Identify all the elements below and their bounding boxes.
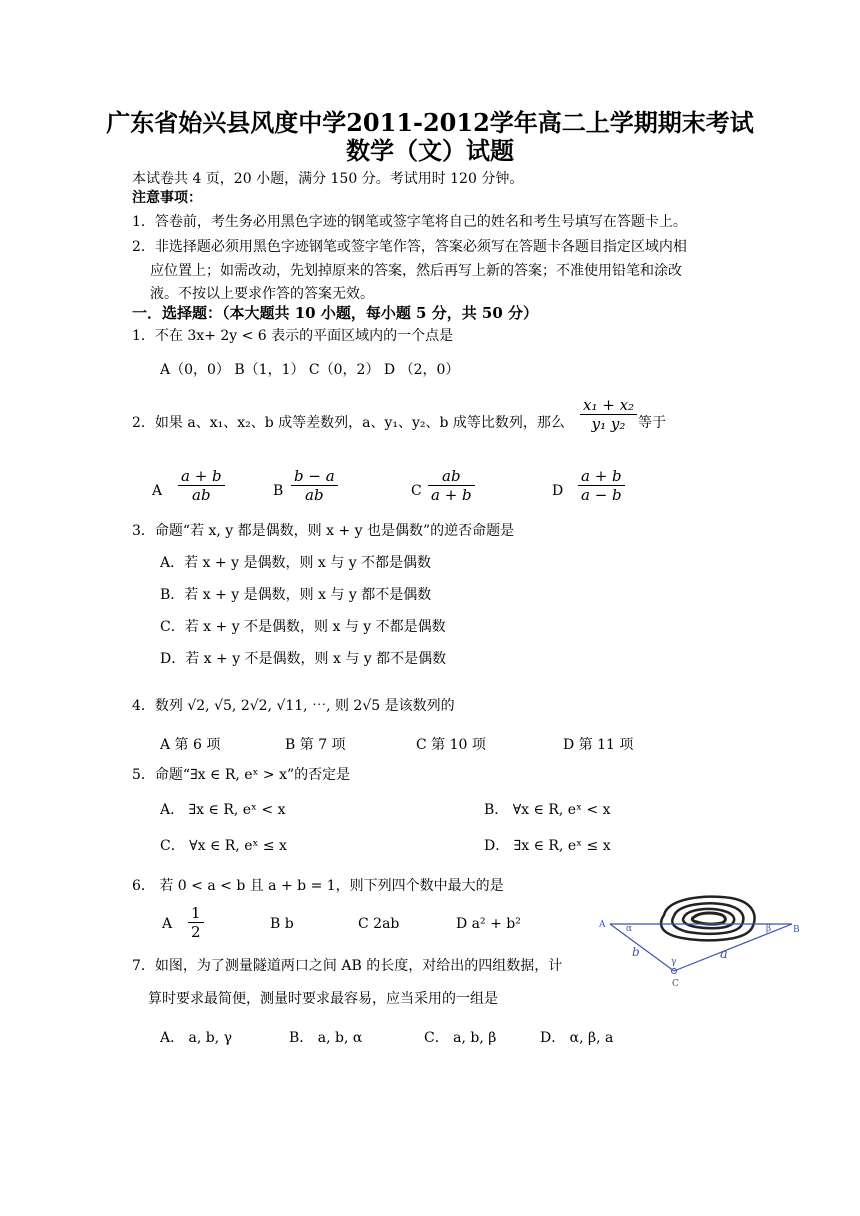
- option-denominator: ab: [305, 486, 324, 504]
- question-2-stem: 2．如果 a、x₁、x₂、b 成等差数列，a、y₁、y₂、b 成等比数列，那么: [132, 415, 565, 431]
- label-beta: β: [766, 924, 772, 934]
- question-2-option-c-label: C: [411, 483, 422, 499]
- question-2-option-d-label: D: [552, 483, 564, 499]
- question-3-stem: 3．命题“若 x, y 都是偶数，则 x + y 也是偶数”的逆否命题是: [132, 523, 515, 539]
- question-5-option-d: D． ∃x ∈ R, eˣ ≤ x: [484, 838, 611, 854]
- question-2-option-b: [291, 467, 338, 504]
- question-2-fraction: [580, 396, 637, 433]
- exam-title: 广东省始兴县风度中学2011-2012学年高二上学期期末考试: [106, 108, 754, 137]
- option-denominator: 2: [191, 923, 201, 941]
- question-2-stem-end: 等于: [638, 415, 666, 431]
- question-7-stem: 7．如图，为了测量隧道两口之间 AB 的长度，对给出的四组数据，计: [132, 958, 563, 974]
- fraction-numerator: x₁ + x₂: [580, 396, 637, 415]
- question-2-option-a-label: A: [152, 483, 163, 499]
- option-numerator: a + b: [578, 467, 625, 486]
- exam-subtitle: 数学（文）试题: [346, 136, 514, 165]
- fraction-denominator: y₁ y₂: [591, 415, 626, 433]
- option-numerator: b − a: [291, 467, 338, 486]
- option-numerator: 1: [188, 904, 204, 923]
- label-side-b: b: [632, 945, 640, 959]
- question-2-option-a: [178, 467, 225, 504]
- question-3-option-d: D．若 x + y 不是偶数，则 x 与 y 都不是偶数: [160, 651, 447, 667]
- notice-item-2-cont: 应位置上；如需改动，先划掉原来的答案，然后再写上新的答案；不准使用铅笔和涂改: [150, 263, 682, 279]
- question-5-stem: 5．命题“∃x ∈ R, eˣ > x”的否定是: [132, 767, 351, 783]
- tunnel-figure: [596, 890, 806, 990]
- option-denominator: ab: [192, 486, 211, 504]
- option-numerator: a + b: [178, 467, 225, 486]
- question-3-option-b: B．若 x + y 是偶数，则 x 与 y 都不是偶数: [160, 587, 432, 603]
- question-2-option-b-label: B: [273, 483, 284, 499]
- notice-item-1: 1．答卷前，考生务必用黑色字迹的钢笔或签字笔将自己的姓名和考生号填写在答题卡上。: [132, 214, 687, 230]
- question-7-option-b: B． a, b, α: [289, 1030, 363, 1046]
- question-5-option-b: B． ∀x ∈ R, eˣ < x: [484, 802, 611, 818]
- option-numerator: ab: [428, 467, 475, 486]
- exam-info: 本试卷共 4 页，20 小题，满分 150 分。考试用时 120 分钟。: [132, 171, 524, 187]
- option-denominator: a − b: [581, 486, 622, 504]
- label-A: A: [599, 920, 606, 930]
- question-3-option-c: C．若 x + y 不是偶数，则 x 与 y 不都是偶数: [160, 619, 446, 635]
- question-4-stem: 4．数列 √2, √5, 2√2, √11, ⋯, 则 2√5 是该数列的: [132, 698, 455, 714]
- question-6-option-a: [188, 904, 204, 941]
- question-7-option-c: C． a, b, β: [424, 1030, 497, 1046]
- question-6-option-b: B b: [270, 916, 294, 932]
- question-4-option-a: A 第 6 项: [160, 737, 221, 753]
- question-3-option-a: A．若 x + y 是偶数，则 x 与 y 不都是偶数: [160, 555, 432, 571]
- question-6-option-d: D a² + b²: [456, 916, 521, 932]
- label-alpha: α: [626, 924, 633, 934]
- question-7-option-d: D． α, β, a: [540, 1030, 614, 1046]
- question-7-option-a: A． a, b, γ: [160, 1030, 233, 1046]
- question-1-stem: 1．不在 3x+ 2y < 6 表示的平面区域内的一个点是: [132, 328, 454, 344]
- question-4-option-d: D 第 11 项: [563, 737, 634, 753]
- notice-item-2: 2．非选择题必须用黑色字迹钢笔或签字笔作答，答案必须写在答题卡各题目指定区域内相: [132, 239, 687, 255]
- question-5-option-a: A． ∃x ∈ R, eˣ < x: [160, 802, 286, 818]
- question-2-option-d: [578, 467, 625, 504]
- label-side-a: a: [720, 947, 728, 962]
- question-1-options: A（0，0） B（1，1） C（0，2） D （2，0）: [160, 362, 460, 378]
- label-B: B: [793, 925, 800, 935]
- question-5-option-c: C． ∀x ∈ R, eˣ ≤ x: [160, 838, 287, 854]
- question-7-stem-cont: 算时要求最简便，测量时要求最容易，应当采用的一组是: [148, 991, 498, 1007]
- question-6-option-c: C 2ab: [358, 916, 400, 932]
- question-6-option-a-label: A: [162, 916, 173, 932]
- option-denominator: a + b: [431, 486, 472, 504]
- question-2-option-c: [428, 467, 475, 504]
- section-heading: 一．选择题：（本大题共 10 小题，每小题 5 分，共 50 分）: [132, 304, 539, 322]
- question-4-option-b: B 第 7 项: [285, 737, 346, 753]
- notice-heading: 注意事项：: [132, 190, 202, 206]
- question-4-option-c: C 第 10 项: [416, 737, 486, 753]
- question-6-stem: 6． 若 0 < a < b 且 a + b = 1，则下列四个数中最大的是: [132, 878, 504, 894]
- notice-item-2-cont2: 液。不按以上要求作答的答案无效。: [150, 286, 374, 302]
- mountain-contours: [661, 897, 754, 941]
- label-gamma: γ: [671, 957, 677, 967]
- label-C: C: [672, 979, 679, 989]
